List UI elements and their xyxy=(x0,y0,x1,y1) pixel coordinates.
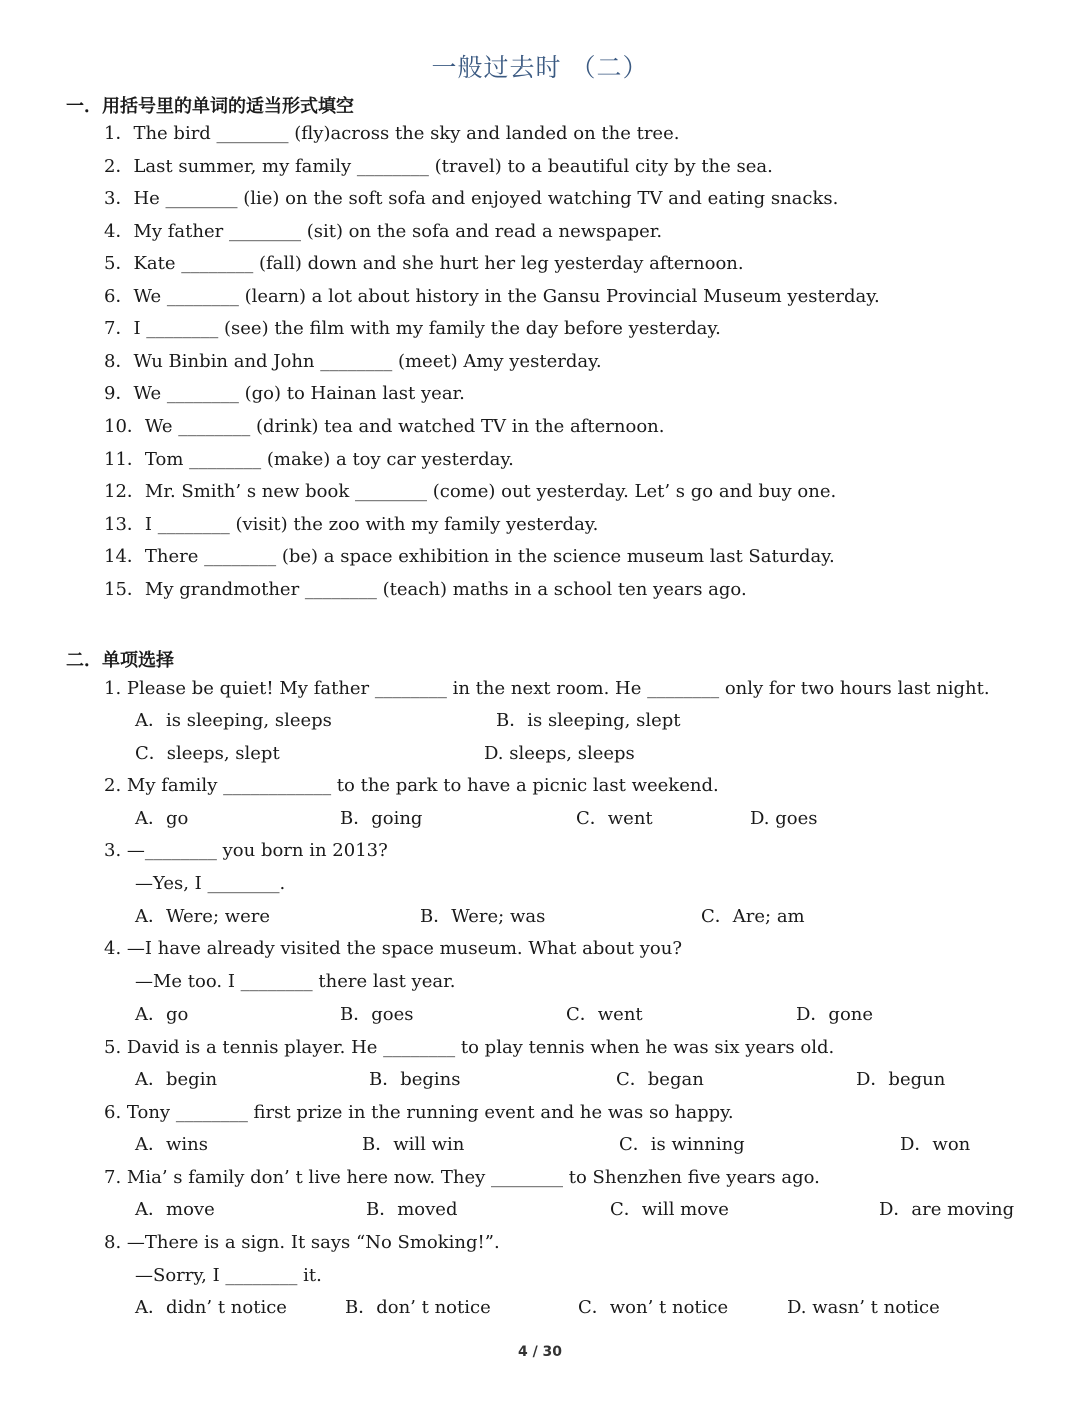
section-2-heading: 二．单项选择 xyxy=(66,650,174,671)
choice-q4-option-a: A．go xyxy=(135,1004,189,1025)
choice-q1-option-b: B．is sleeping, slept xyxy=(496,710,681,731)
choice-q4-option-b: B．goes xyxy=(340,1004,414,1025)
fill-item-15: 15．My grandmother ________ (teach) maths in a school ten years ago. xyxy=(104,579,747,600)
choice-q4-option-c: C．went xyxy=(566,1004,643,1025)
choice-q3-option-c: C．Are; am xyxy=(701,906,805,927)
choice-q8-option-b: B．don’ t notice xyxy=(345,1297,491,1318)
fill-item-4: 4．My father ________ (sit) on the sofa and read a newspaper. xyxy=(104,221,663,242)
choice-q6-stem: 6. Tony ________ first prize in the running event and he was so happy. xyxy=(104,1102,734,1123)
choice-q1-stem: 1. Please be quiet! My father ________ in the next room. He ________ only for two hours last night. xyxy=(104,678,990,699)
choice-q2-option-a: A．go xyxy=(135,808,189,829)
choice-q8-option-a: A．didn’ t notice xyxy=(135,1297,287,1318)
choice-q7-option-a: A．move xyxy=(135,1199,215,1220)
choice-q4-stem: 4. —I have already visited the space museum. What about you? xyxy=(104,938,683,959)
fill-item-5: 5．Kate ________ (fall) down and she hurt her leg yesterday afternoon. xyxy=(104,253,744,274)
choice-q8-option-c: C．won’ t notice xyxy=(578,1297,729,1318)
choice-q7-option-b: B．moved xyxy=(366,1199,458,1220)
fill-item-3: 3．He ________ (lie) on the soft sofa and enjoyed watching TV and eating snacks. xyxy=(104,188,839,209)
choice-q8-option-d: D. wasn’ t notice xyxy=(787,1297,940,1318)
choice-q8-stem: 8. —There is a sign. It says “No Smoking!”. xyxy=(104,1232,500,1253)
choice-q1-option-c: C．sleeps, slept xyxy=(135,743,280,764)
choice-q2-option-c: C．went xyxy=(576,808,653,829)
choice-q8-reply: —Sorry, I ________ it. xyxy=(135,1265,322,1286)
fill-item-8: 8．Wu Binbin and John ________ (meet) Amy yesterday. xyxy=(104,351,602,372)
fill-item-10: 10．We ________ (drink) tea and watched TV in the afternoon. xyxy=(104,416,665,437)
choice-q6-option-a: A．wins xyxy=(135,1134,208,1155)
choice-q3-stem: 3. —________ you born in 2013? xyxy=(104,840,388,861)
choice-q3-option-a: A．Were; were xyxy=(135,906,271,927)
choice-q5-option-b: B．begins xyxy=(369,1069,461,1090)
choice-q7-option-d: D．are moving xyxy=(879,1199,1015,1220)
choice-q5-stem: 5. David is a tennis player. He ________ to play tennis when he was six years old. xyxy=(104,1037,835,1058)
choice-q5-option-d: D．begun xyxy=(856,1069,946,1090)
section-1-heading: 一．用括号里的单词的适当形式填空 xyxy=(66,96,354,117)
page-number: 4 / 30 xyxy=(517,1344,563,1360)
fill-item-12: 12．Mr. Smith’ s new book ________ (come) out yesterday. Let’ s go and buy one. xyxy=(104,481,837,502)
fill-item-6: 6．We ________ (learn) a lot about history in the Gansu Provincial Museum yesterday. xyxy=(104,286,880,307)
choice-q7-option-c: C．will move xyxy=(610,1199,729,1220)
fill-item-13: 13．I ________ (visit) the zoo with my family yesterday. xyxy=(104,514,599,535)
choice-q4-option-d: D．gone xyxy=(796,1004,874,1025)
fill-item-14: 14．There ________ (be) a space exhibition in the science museum last Saturday. xyxy=(104,546,835,567)
fill-item-7: 7．I ________ (see) the film with my family the day before yesterday. xyxy=(104,318,721,339)
fill-item-2: 2．Last summer, my family ________ (travel) to a beautiful city by the sea. xyxy=(104,156,773,177)
choice-q3-option-b: B．Were; was xyxy=(420,906,546,927)
fill-item-9: 9．We ________ (go) to Hainan last year. xyxy=(104,383,465,404)
choice-q6-option-c: C．is winning xyxy=(619,1134,745,1155)
choice-q2-option-b: B．going xyxy=(340,808,423,829)
choice-q5-option-c: C．began xyxy=(616,1069,704,1090)
fill-item-11: 11．Tom ________ (make) a toy car yesterday. xyxy=(104,449,514,470)
choice-q4-reply: —Me too. I ________ there last year. xyxy=(135,971,456,992)
choice-q2-option-d: D. goes xyxy=(750,808,818,829)
choice-q1-option-d: D. sleeps, sleeps xyxy=(484,743,635,764)
choice-q5-option-a: A．begin xyxy=(135,1069,218,1090)
choice-q6-option-d: D．won xyxy=(900,1134,971,1155)
choice-q1-option-a: A．is sleeping, sleeps xyxy=(135,710,332,731)
page-title: 一般过去时 （二） xyxy=(431,53,649,82)
fill-item-1: 1．The bird ________ (fly)across the sky and landed on the tree. xyxy=(104,123,680,144)
choice-q2-stem: 2. My family ____________ to the park to have a picnic last weekend. xyxy=(104,775,719,796)
choice-q7-stem: 7. Mia’ s family don’ t live here now. They ________ to Shenzhen five years ago. xyxy=(104,1167,820,1188)
choice-q3-reply: —Yes, I ________. xyxy=(135,873,286,894)
choice-q6-option-b: B．will win xyxy=(362,1134,465,1155)
